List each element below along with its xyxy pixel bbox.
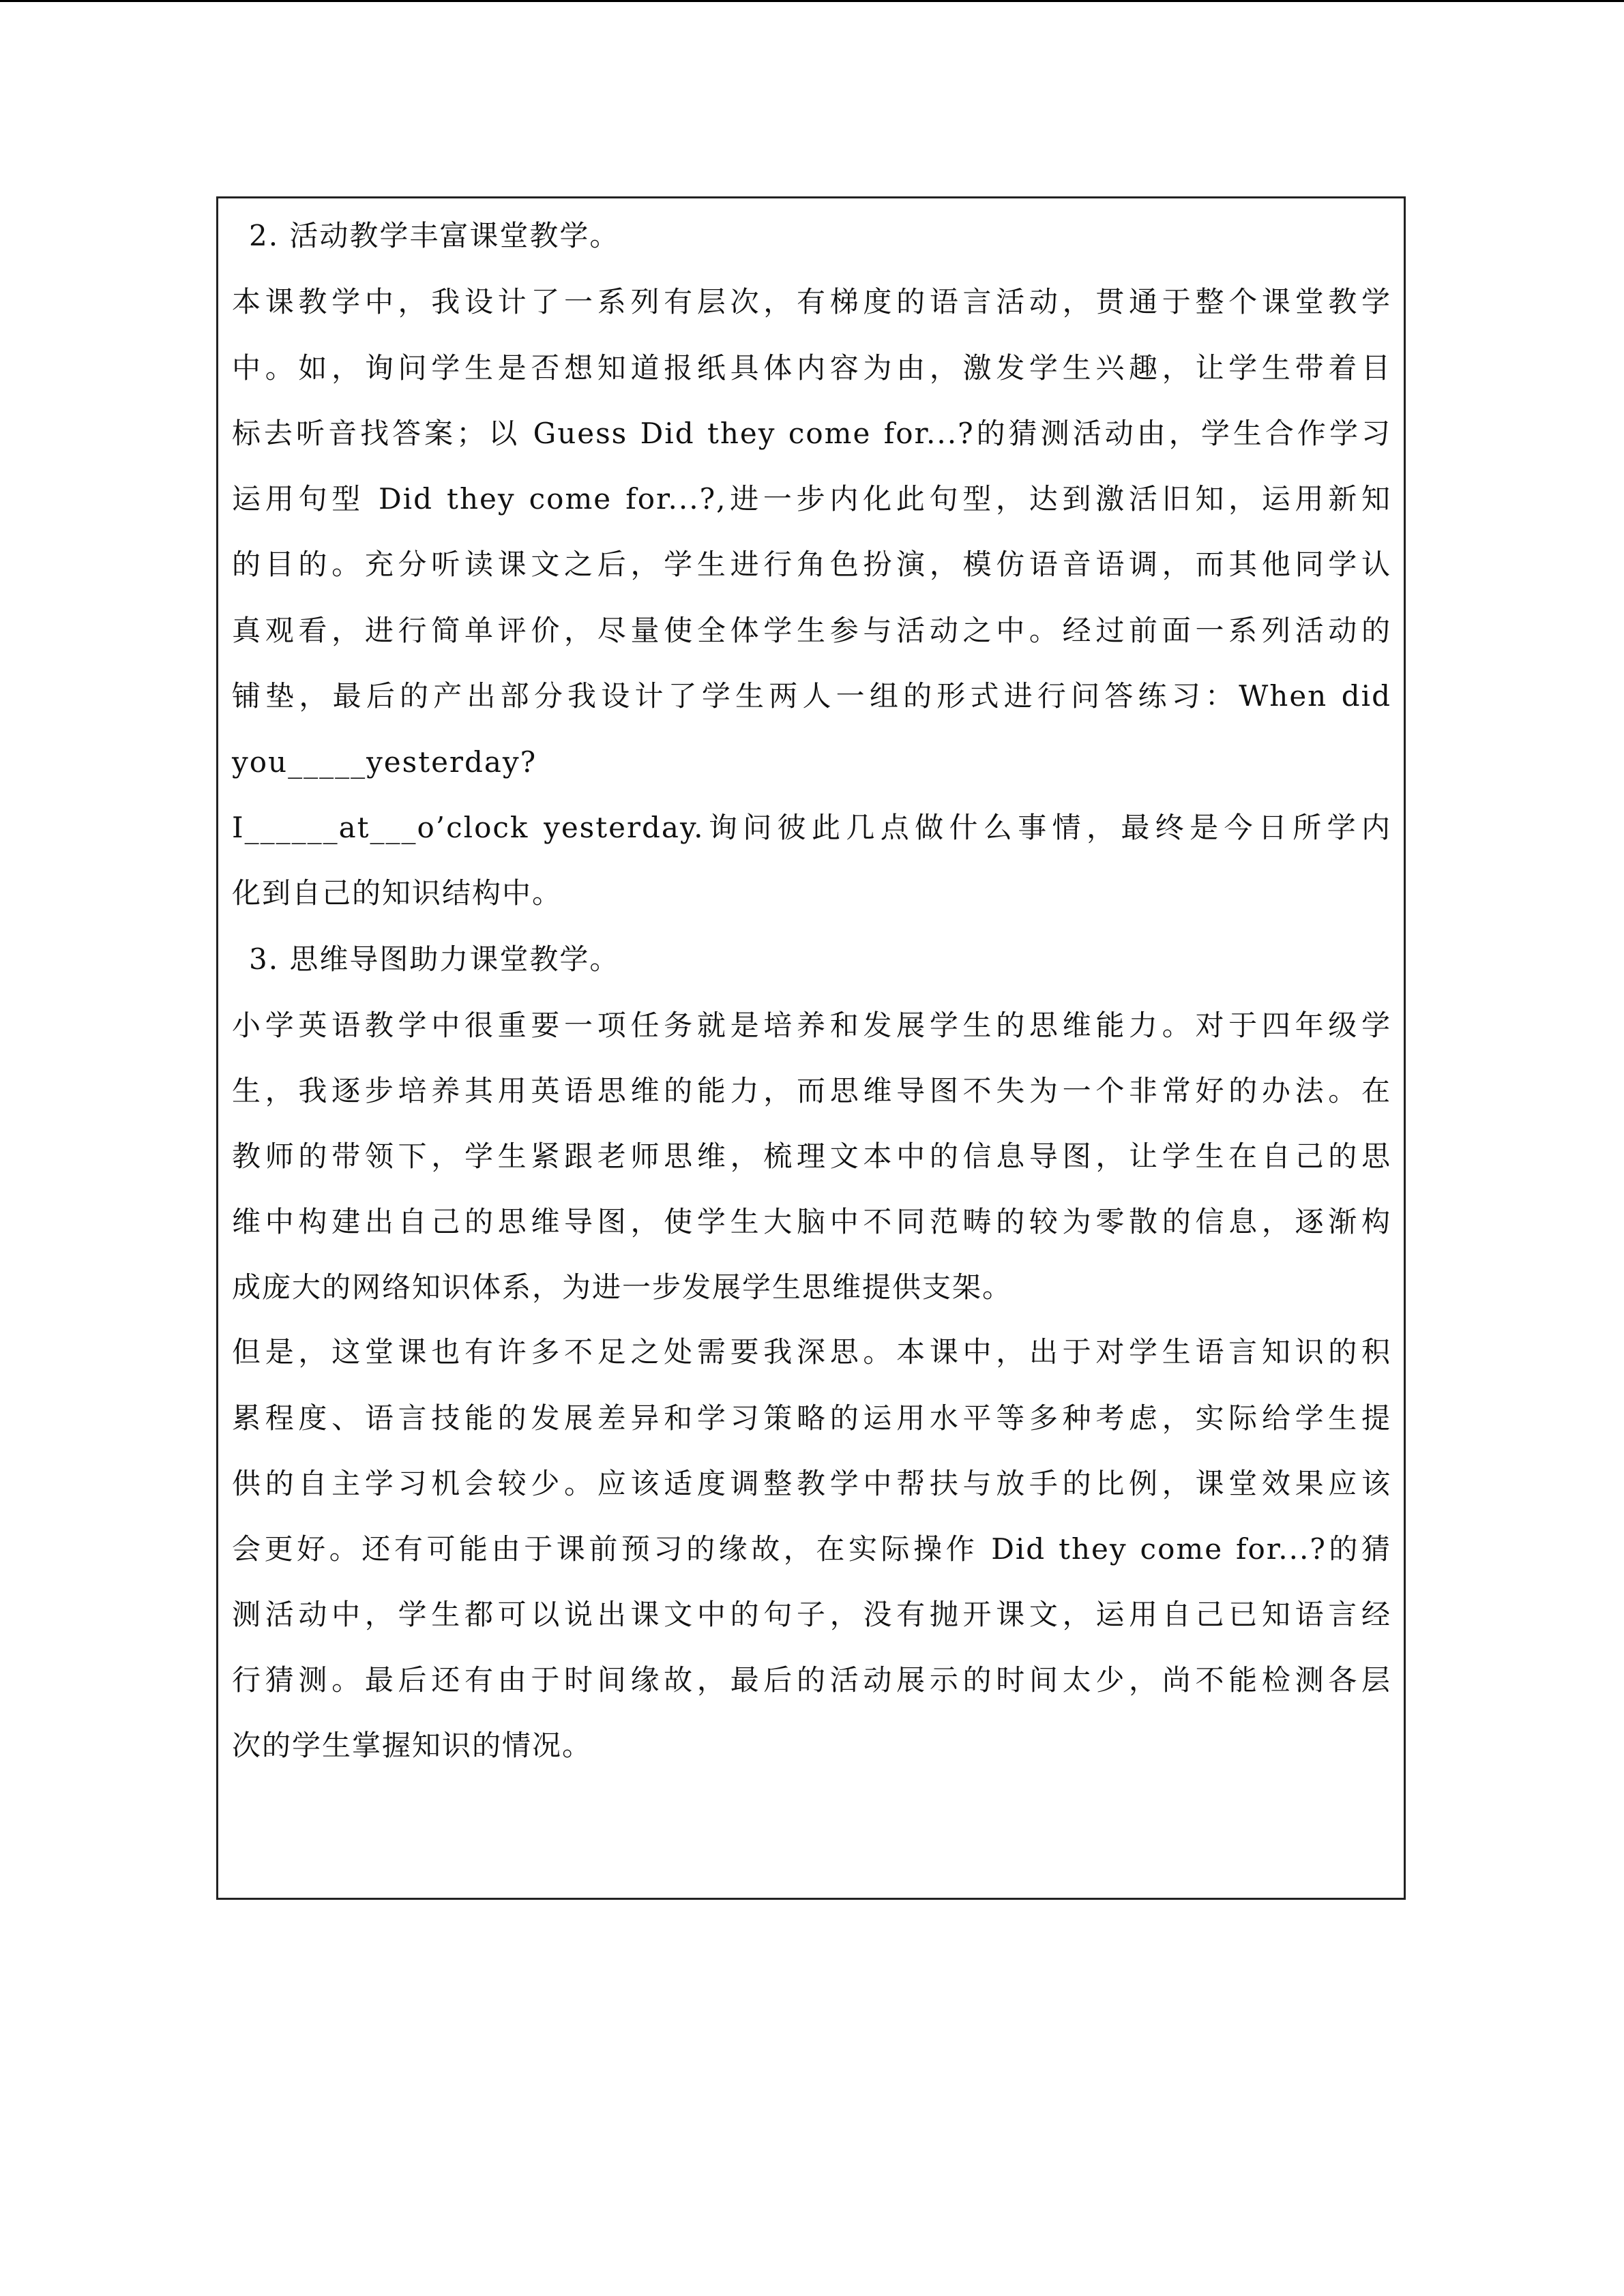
text-line: 本课教学中，我设计了一系列有层次，有梯度的语言活动，贯通于整个课堂教学 [232, 285, 1391, 318]
text-line: 小学英语教学中很重要一项任务就是培养和发展学生的思维能力。对于四年级学 [232, 1009, 1391, 1042]
text-line: 会更好。还有可能由于课前预习的缘故，在实际操作 Did they come for...?的猜 [232, 1532, 1391, 1566]
text-line: 累程度、语言技能的发展差异和学习策略的运用水平等多种考虑，实际给学生提 [232, 1401, 1391, 1435]
text-line: 化到自己的知识结构中。 [232, 876, 563, 910]
text-line: 生，我逐步培养其用英语思维的能力，而思维导图不失为一个非常好的办法。在 [232, 1074, 1391, 1107]
text-line: 但是，这堂课也有许多不足之处需要我深思。本课中，出于对学生语言知识的积 [232, 1335, 1391, 1369]
text-line: 次的学生掌握知识的情况。 [232, 1729, 593, 1762]
text-line: 的目的。充分听读课文之后，学生进行角色扮演，模仿语音语调，而其他同学认 [232, 548, 1391, 581]
text-line: you_____yesterday? [232, 745, 537, 779]
section-heading-3: 3. 思维导图助力课堂教学。 [249, 942, 620, 976]
page-top-rule [0, 0, 1624, 2]
text-line: 铺垫，最后的产出部分我设计了学生两人一组的形式进行问答练习：When did [232, 679, 1391, 713]
text-line: 行猜测。最后还有由于时间缘故，最后的活动展示的时间太少，尚不能检测各层 [232, 1663, 1391, 1697]
text-line: 中。如，询问学生是否想知道报纸具体内容为由，激发学生兴趣，让学生带着目 [232, 351, 1391, 385]
section-heading-2: 2. 活动教学丰富课堂教学。 [249, 219, 620, 252]
text-line: 标去听音找答案；以 Guess Did they come for...?的猜测活动由，学生合作学习 [232, 417, 1391, 450]
text-line: 供的自主学习机会较少。应该适度调整教学中帮扶与放手的比例，课堂效果应该 [232, 1467, 1391, 1500]
text-line: 真观看，进行简单评价，尽量使全体学生参与活动之中。经过前面一系列活动的 [232, 614, 1391, 647]
text-line: 运用句型 Did they come for...?,进一步内化此句型，达到激活旧知，运用新知 [232, 482, 1391, 516]
text-line: I______at___o’clock yesterday.询问彼此几点做什么事情，最终是今日所学内 [232, 811, 1391, 844]
text-line: 维中构建出自己的思维导图，使学生大脑中不同范畴的较为零散的信息，逐渐构 [232, 1205, 1391, 1238]
text-line: 教师的带领下，学生紧跟老师思维，梳理文本中的信息导图，让学生在自己的思 [232, 1139, 1391, 1173]
text-line: 成庞大的网络知识体系，为进一步发展学生思维提供支架。 [232, 1270, 1013, 1304]
text-line: 测活动中，学生都可以说出课文中的句子，没有抛开课文，运用自己已知语言经 [232, 1598, 1391, 1631]
